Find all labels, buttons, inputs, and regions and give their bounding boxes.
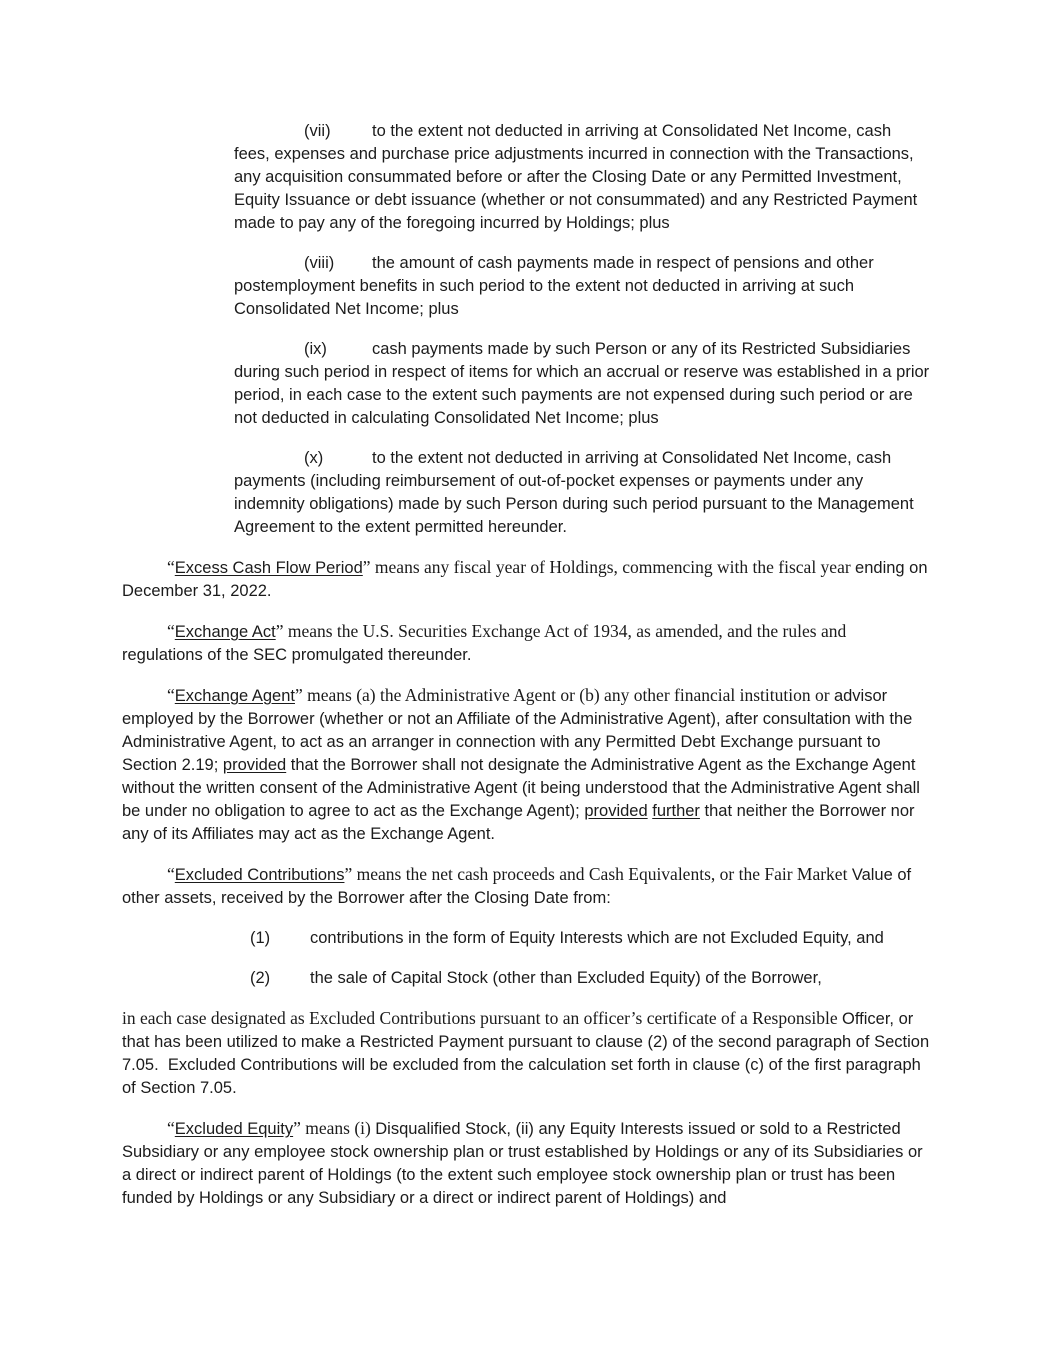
text-run: regulations of the SEC promulgated thereunder.	[122, 646, 472, 664]
text-run: “	[167, 557, 175, 577]
text-run: cash payments made by such Person or any of its Restricted Subsidiaries during such period in respect of items for which an accrual or reserve was established in a prior period, in each case to the extent such payments are not expensed during such period or are not deducted in calculating Consolidated Net Income; plus	[234, 340, 930, 427]
clause-ix	[234, 338, 930, 430]
definition-excluded-contributions	[122, 863, 930, 910]
text-run: “	[167, 1118, 175, 1138]
text-run: “	[167, 621, 175, 641]
definition-excess-cash-flow-period	[122, 556, 930, 603]
clause-vii	[234, 120, 930, 235]
clause-number: (2)	[250, 969, 271, 987]
defined-term-text: Exchange Agent	[174, 687, 295, 705]
defined-term-text: Exchange Act	[174, 623, 276, 641]
defined-term-text: Excess Cash Flow Period	[174, 559, 363, 577]
text-run: the amount of cash payments made in respect of pensions and other postemployment benefits in such period to the extent not deducted in arriving at such Consolidated Net Income; plus	[234, 254, 874, 318]
defined-term-text: Excluded Equity	[174, 1120, 294, 1138]
text-run: “	[167, 685, 175, 705]
list-item-2	[250, 967, 930, 990]
definition-excluded-equity	[122, 1117, 930, 1210]
text-run: the sale of Capital Stock (other than Excluded Equity) of the Borrower,	[310, 969, 822, 987]
clause-x	[234, 447, 930, 539]
text-run: to the extent not deducted in arriving at Consolidated Net Income, cash payments (including reimbursement of out-of-pocket expenses or payments under any indemnity obligations) made by such Person during such period pursuant to the Management Agreement to the extent permitted hereunder.	[234, 449, 914, 536]
text-run: contributions in the form of Equity Interests which are not Excluded Equity, and	[310, 929, 884, 947]
text-run: Officer, or that has been utilized to make a Restricted Payment pursuant to clause (2) of the second paragraph of Section 7.05. Excluded Contributions will be excluded from the calculation set forth in clause (c) of the first paragraph of Section 7.05.	[122, 1010, 930, 1097]
text-run: ” means (a) the Administrative Agent or (b) any other financial institution or	[294, 685, 834, 705]
clause-number: (ix)	[304, 340, 327, 358]
defined-term-text: provided	[584, 802, 648, 820]
defined-term-text: Excluded Contributions	[174, 866, 345, 884]
text-run: “	[167, 864, 175, 884]
text-run: ” means the U.S. Securities Exchange Act of 1934, as amended, and the rules and	[275, 621, 847, 641]
text-run: ” means the net cash proceeds and Cash Equivalents, or the Fair Market	[344, 864, 852, 884]
text-run: Disqualified Stock, (ii) any Equity Interests issued or sold to a Restricted Subsidiary or any employee stock ownership plan or trust established by Holdings or any of its Subsidiaries or a direct or indirect parent of Holdings (to the extent such employee stock ownership plan or trust has been funded by Holdings or any Subsidiary or a direct or indirect parent of Holdings) and	[122, 1120, 923, 1207]
document-body	[122, 120, 930, 1210]
text-run: Value of other assets, received by the Borrower after the Closing Date from:	[122, 866, 912, 907]
text-run: that the Borrower shall not designate the Administrative Agent as the Exchange Agent without the written consent of the Administrative Agent (it being understood that the Administrative Agent shall be under no obligation to agree to act as the Exchange Agent);	[122, 756, 920, 820]
paragraph-in-each-case	[122, 1007, 930, 1100]
text-run: to the extent not deducted in arriving at Consolidated Net Income, cash fees, expenses and purchase price adjustments incurred in connection with the Transactions, any acquisition consummated before or after the Closing Date or any Permitted Investment, Equity Issuance or debt issuance (whether or not consummated) and any Restricted Payment made to pay any of the foregoing incurred by Holdings; plus	[234, 122, 918, 232]
text-run: in each case designated as Excluded Contributions pursuant to an officer’s certificate of a Responsible	[122, 1008, 843, 1028]
definition-exchange-act	[122, 620, 930, 667]
clause-viii	[234, 252, 930, 321]
text-run: advisor employed by the Borrower (whether or not an Affiliate of the Administrative Agent), after consultation with the Administrative Agent, to act as an arranger in connection with any Permitted Debt Exchange pursuant to Section 2.19;	[122, 687, 913, 774]
list-item-1	[250, 927, 930, 950]
text-run: ending on December 31, 2022.	[122, 559, 928, 600]
definition-exchange-agent	[122, 684, 930, 846]
clause-number: (x)	[304, 449, 324, 467]
text-run: that neither the Borrower nor any of its Affiliates may act as the Exchange Agent.	[122, 802, 915, 843]
text-run: ” means any fiscal year of Holdings, commencing with the fiscal year	[362, 557, 856, 577]
defined-term-text: further	[652, 802, 700, 820]
clause-number: (viii)	[304, 254, 335, 272]
text-run: ” means (i)	[293, 1118, 376, 1138]
defined-term-text: provided	[222, 756, 287, 774]
clause-number: (vii)	[304, 122, 331, 140]
clause-number: (1)	[250, 929, 271, 947]
